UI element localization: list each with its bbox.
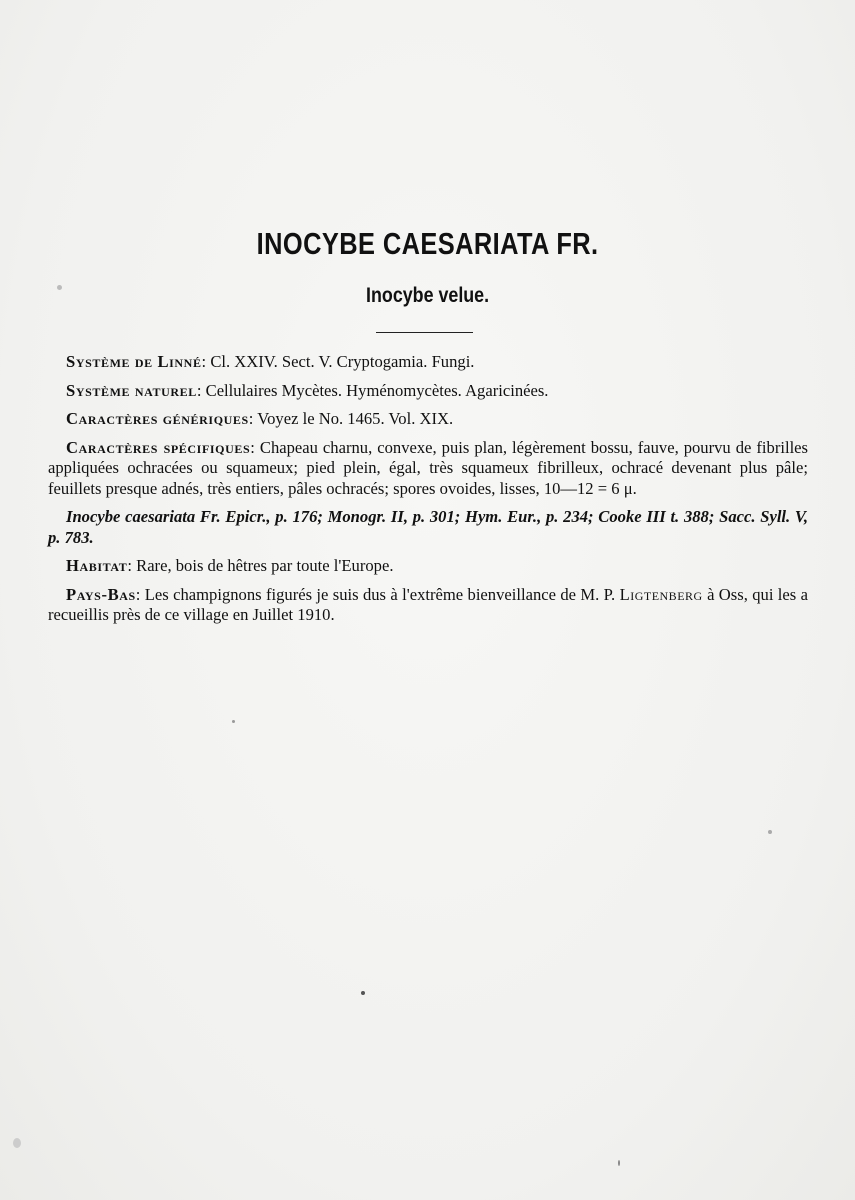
entry-label: Habitat <box>66 556 128 575</box>
entry-text: Inocybe caesariata Fr. Epicr., p. 176; Monogr. II, p. 301; Hym. Eur., p. 234; Cooke III t. 388; Sacc. Syll. V, p. 783. <box>48 507 808 547</box>
entry-caracteres-specifiques <box>48 438 808 500</box>
person-name: Ligtenberg <box>619 584 703 604</box>
entry-text: Les champignons figurés je suis dus à l'extrême bienveillance de M. P. <box>144 584 620 604</box>
paper-speck <box>57 285 62 290</box>
entry-text: Voyez le No. 1465. Vol. XIX. <box>257 409 454 428</box>
entry-caracteres-generiques <box>48 409 808 430</box>
entry-references <box>48 507 808 548</box>
entry-label: Caractères spécifiques <box>66 437 251 457</box>
paper-speck <box>768 830 772 834</box>
entry-text: Chapeau charnu, convexe, puis plan, légèrement bossu, fauve, pourvu de fibrilles appliquées ochracées ou squameux; pied plein, égal, très squameux fibrilleux, ochracé devenant plus pâle; feuillets presque adnés, très entiers, pâles ochracés; spores ovoides, lisses, 10—12 = 6 μ. <box>48 437 809 498</box>
entry-label: Système naturel <box>66 380 197 400</box>
paper-speck <box>232 720 235 723</box>
paper-speck <box>13 1138 21 1148</box>
page-title: INOCYBE CAESARIATA FR. <box>256 226 599 261</box>
entry-text: Cellulaires Mycètes. Hyménomycètes. Agaricinées. <box>205 380 549 400</box>
entry-separator: : <box>201 352 207 371</box>
entry-pays-bas <box>48 585 808 626</box>
entry-separator: : <box>250 437 255 457</box>
entry-label: Pays-Bas <box>66 584 136 604</box>
description-body <box>48 352 808 634</box>
paper-speck <box>618 1160 620 1166</box>
entry-text: Cl. XXIV. Sect. V. Cryptogamia. Fungi. <box>210 352 475 371</box>
page-subtitle: Inocybe velue. <box>366 284 490 307</box>
entry-separator: : <box>196 380 202 400</box>
entry-text: Rare, bois de hêtres par toute l'Europe. <box>136 556 394 575</box>
title-divider <box>376 332 473 333</box>
entry-separator: : <box>135 584 141 604</box>
entry-separator: : <box>127 556 132 575</box>
entry-separator: : <box>248 409 254 428</box>
entry-label: Système de Linné <box>66 352 202 371</box>
paper-speck <box>361 991 365 995</box>
entry-systeme-naturel <box>48 381 808 402</box>
entry-label: Caractères génériques <box>66 409 249 428</box>
entry-habitat <box>48 556 808 577</box>
entry-systeme-linne <box>48 352 808 373</box>
entry-text: à Oss, qui les a recueillis près de ce village en Juillet 1910. <box>48 584 808 624</box>
